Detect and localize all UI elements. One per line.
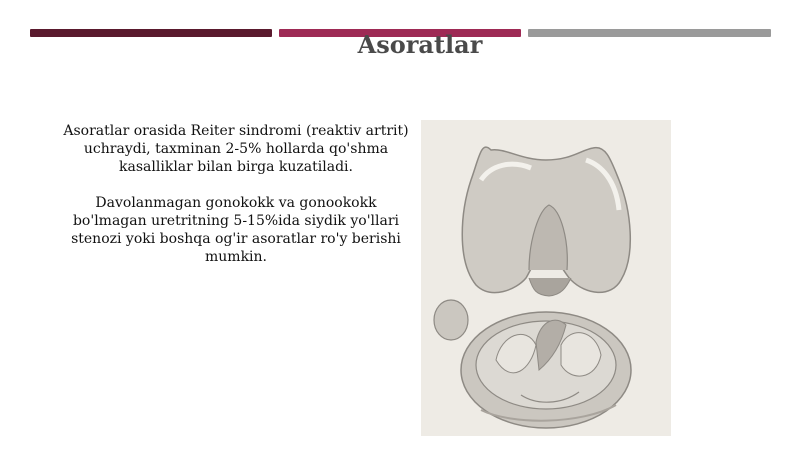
knee-joint-illustration	[421, 120, 671, 436]
slide-body	[60, 122, 412, 284]
slide-title: Asoratlar	[357, 30, 483, 59]
paragraph-1: Asoratlar orasida Reiter sindromi (reaktiv artrit) uchraydi, taxminan 2-5% hollarda qo'shma kasalliklar bilan birga kuzatiladi.	[63, 123, 409, 175]
knee-joint-anatomy-icon	[421, 120, 671, 436]
accent-bar-dark	[30, 29, 272, 37]
paragraph-2: Davolanmagan gonokokk va gonookokk bo'lmagan uretritning 5-15%ida siydik yo'llari stenozi yoki boshqa og'ir asoratlar ro'y berishi mumkin.	[71, 195, 401, 265]
